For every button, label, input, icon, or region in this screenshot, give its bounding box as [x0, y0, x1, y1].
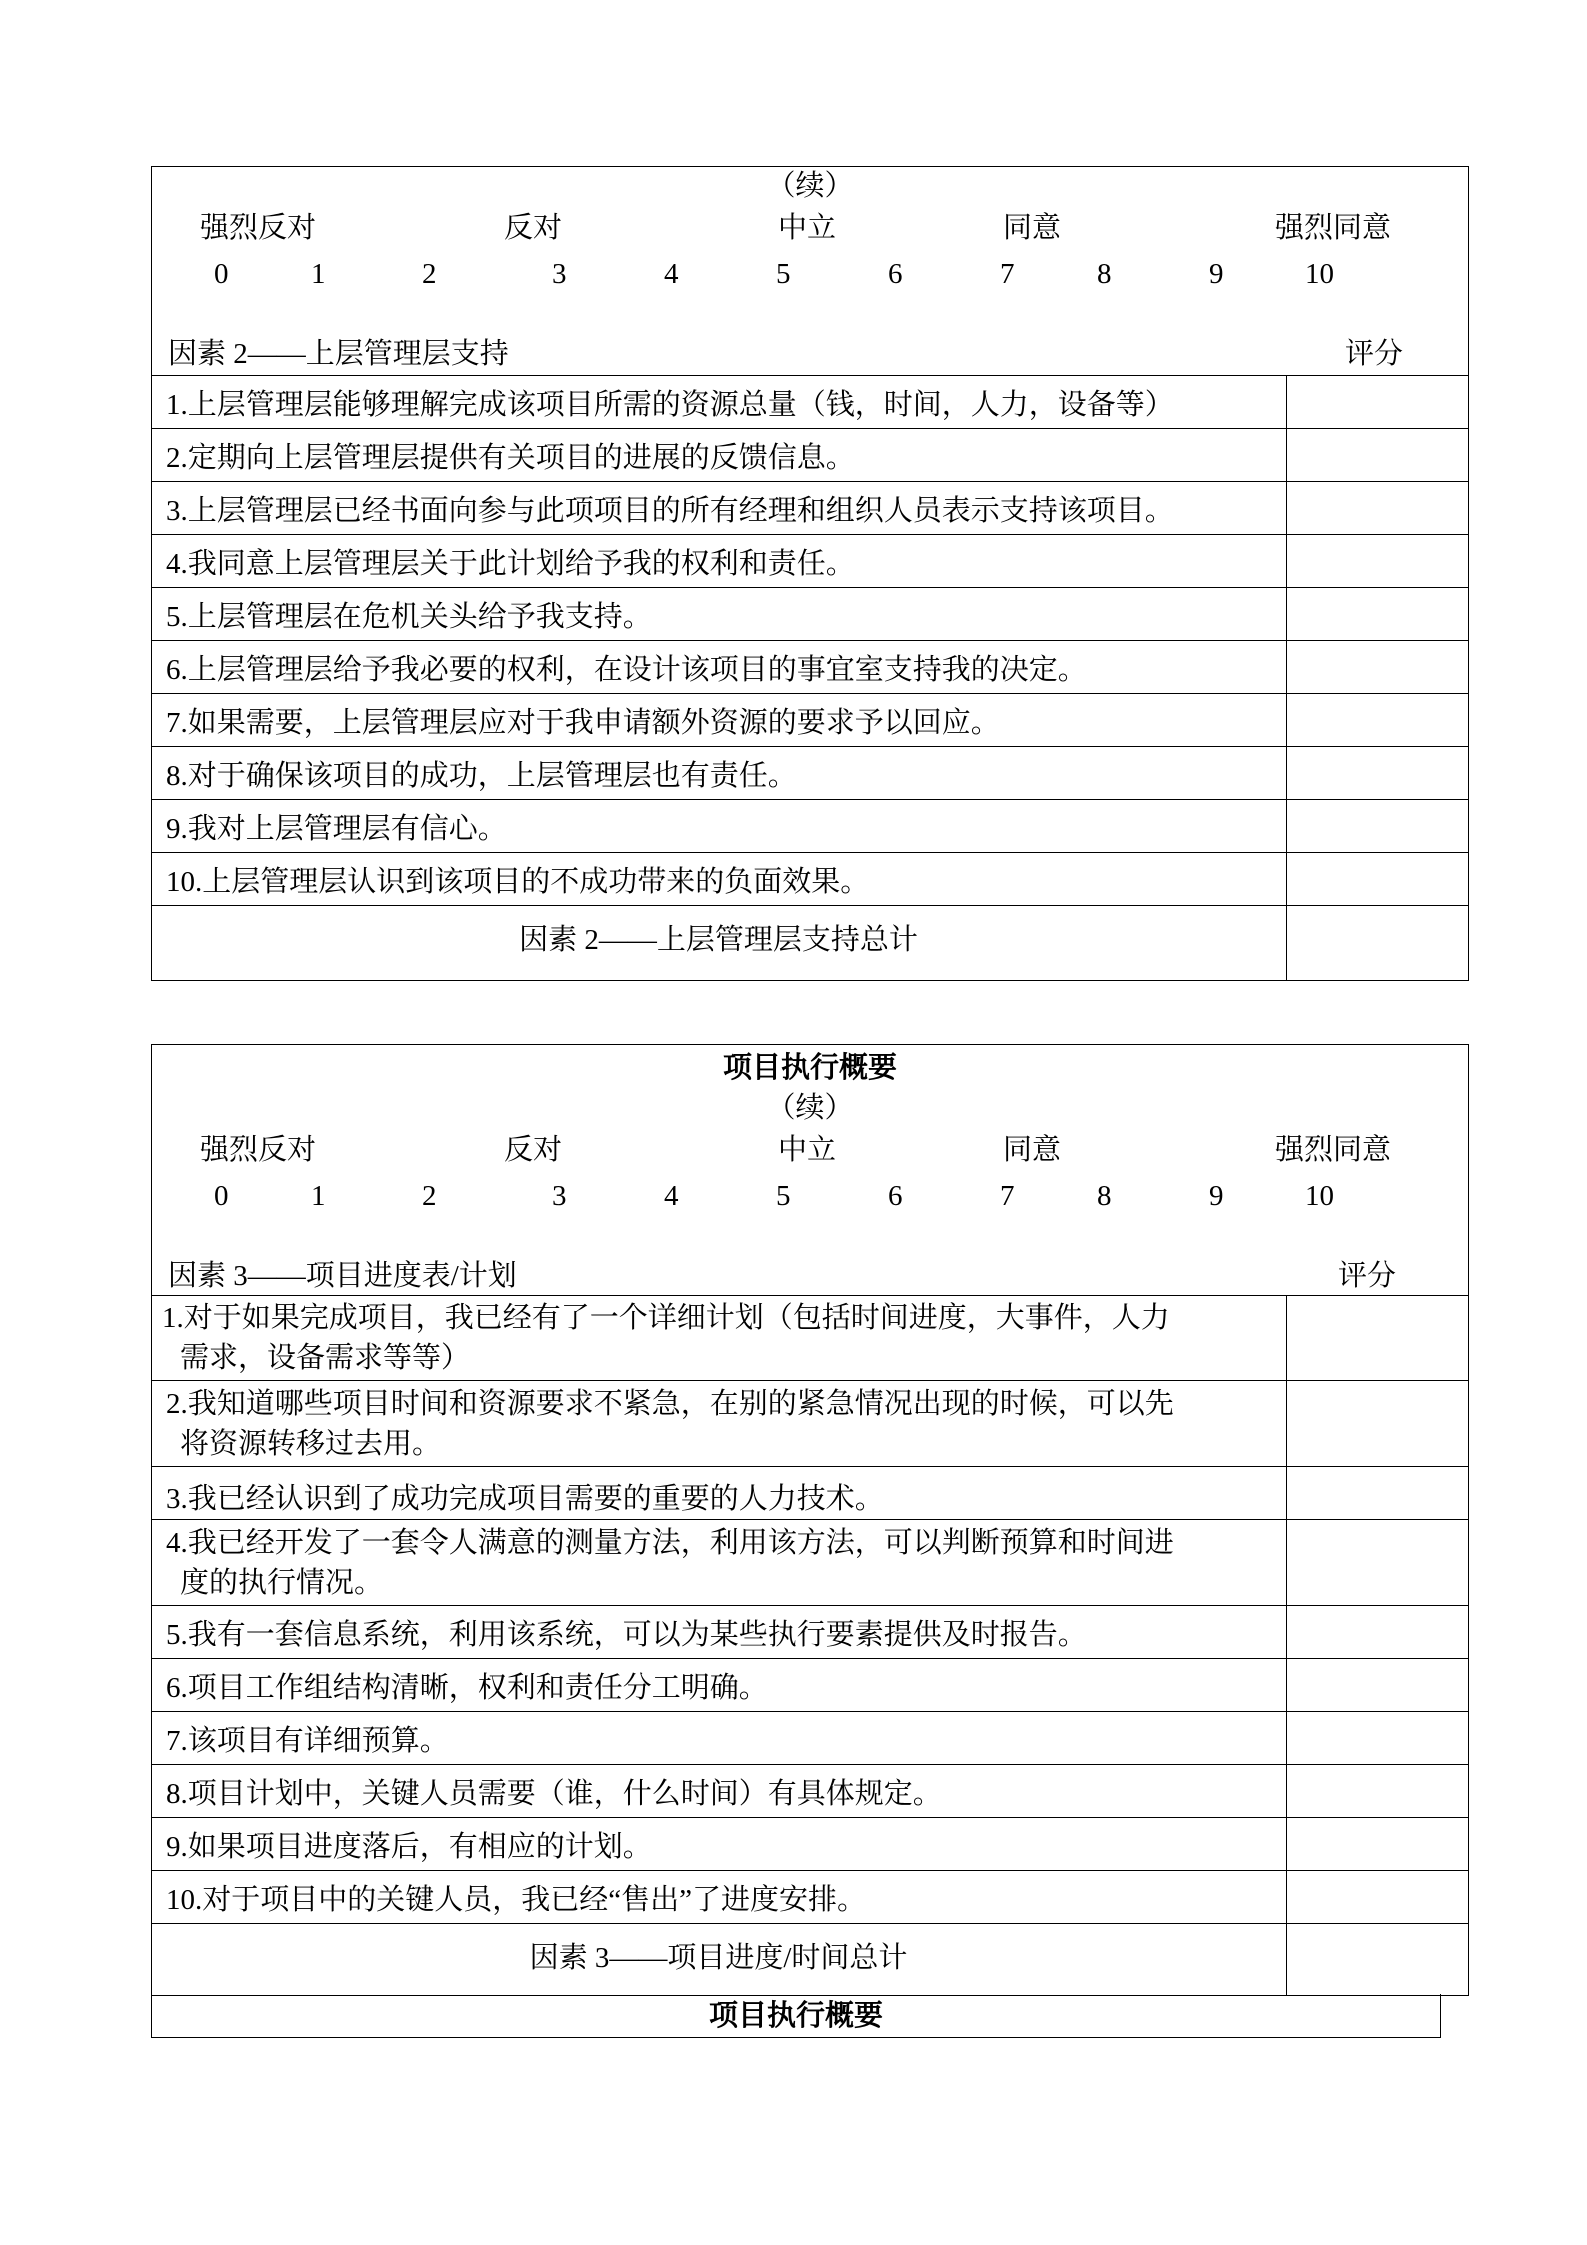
scale-number: 3: [552, 1180, 567, 1212]
scale-label-agree: 同意: [1003, 212, 1062, 244]
factor2-score-cell[interactable]: [1288, 642, 1467, 693]
scale-label-strongly-disagree: 强烈反对: [200, 1134, 317, 1166]
factor3-item: 5.我有一套信息系统，利用该系统，可以为某些执行要素提供及时报告。: [166, 1619, 1087, 1651]
scale-number: 7: [1000, 258, 1015, 290]
factor3-score-cell[interactable]: [1288, 1297, 1467, 1380]
factor3-title: 因素 3——项目进度表/计划: [168, 1260, 517, 1292]
factor3-item-cont: 度的执行情况。: [180, 1567, 384, 1599]
factor2-item: 8.对于确保该项目的成功，上层管理层也有责任。: [166, 760, 797, 792]
factor2-total-label: 因素 2——上层管理层支持总计: [519, 924, 918, 956]
scale-number: 6: [888, 1180, 903, 1212]
next-section-heading: 项目执行概要: [708, 2000, 883, 2032]
factor2-item: 2.定期向上层管理层提供有关项目的进展的反馈信息。: [166, 442, 855, 474]
factor2-item: 10.上层管理层认识到该项目的不成功带来的负面效果。: [166, 866, 870, 898]
factor2-score-cell[interactable]: [1288, 377, 1467, 428]
factor3-score-cell[interactable]: [1288, 1607, 1467, 1658]
scale-number: 10: [1305, 258, 1334, 290]
factor3-score-cell[interactable]: [1288, 1382, 1467, 1466]
factor2-score-cell[interactable]: [1288, 801, 1467, 852]
factor2-score-cell[interactable]: [1288, 536, 1467, 587]
factor2-item: 4.我同意上层管理层关于此计划给予我的权利和责任。: [166, 548, 855, 580]
scale-number: 5: [776, 1180, 791, 1212]
factor2-item: 1.上层管理层能够理解完成该项目所需的资源总量（钱，时间，人力，设备等）: [166, 389, 1174, 421]
factor3-score-cell[interactable]: [1288, 1819, 1467, 1870]
factor3-total-label: 因素 3——项目进度/时间总计: [529, 1942, 908, 1974]
factor2-item: 6.上层管理层给予我必要的权利，在设计该项目的事宜室支持我的决定。: [166, 654, 1087, 686]
continued-label: （续）: [766, 1092, 854, 1124]
factor2-item: 3.上层管理层已经书面向参与此项项目的所有经理和组织人员表示支持该项目。: [166, 495, 1174, 527]
continued-label: （续）: [766, 170, 854, 202]
factor2-title: 因素 2——上层管理层支持: [168, 338, 509, 370]
factor2-score-cell[interactable]: [1288, 854, 1467, 905]
factor2-item: 7.如果需要，上层管理层应对于我申请额外资源的要求予以回应。: [166, 707, 1000, 739]
factor3-score-cell[interactable]: [1288, 1468, 1467, 1519]
scale-label-strongly-agree: 强烈同意: [1275, 212, 1392, 244]
factor3-score-cell[interactable]: [1288, 1872, 1467, 1923]
scale-number: 7: [1000, 1180, 1015, 1212]
scale-number: 1: [311, 258, 326, 290]
factor2-total-cell[interactable]: [1288, 907, 1467, 979]
scale-number: 8: [1097, 1180, 1112, 1212]
scale-label-strongly-agree: 强烈同意: [1275, 1134, 1392, 1166]
factor3-item: 10.对于项目中的关键人员，我已经“售出”了进度安排。: [166, 1884, 866, 1916]
scale-number: 10: [1305, 1180, 1334, 1212]
factor3-score-cell[interactable]: [1288, 1713, 1467, 1764]
factor2-item: 9.我对上层管理层有信心。: [166, 813, 507, 845]
factor3-item: 6.项目工作组结构清晰，权利和责任分工明确。: [166, 1672, 768, 1704]
factor3-item: 9.如果项目进度落后，有相应的计划。: [166, 1831, 652, 1863]
factor3-score-cell[interactable]: [1288, 1521, 1467, 1605]
scale-number: 0: [214, 1180, 229, 1212]
factor2-score-cell[interactable]: [1288, 430, 1467, 481]
factor3-item: 4.我已经开发了一套令人满意的测量方法，利用该方法，可以判断预算和时间进: [166, 1527, 1174, 1559]
factor3-item-cont: 需求，设备需求等等）: [180, 1342, 471, 1374]
scale-number: 2: [422, 1180, 437, 1212]
scale-label-strongly-disagree: 强烈反对: [200, 212, 317, 244]
factor2-score-cell[interactable]: [1288, 695, 1467, 746]
score-header: 评分: [1338, 1260, 1397, 1292]
scale-number: 0: [214, 258, 229, 290]
factor3-score-cell[interactable]: [1288, 1766, 1467, 1817]
factor3-item-cont: 将资源转移过去用。: [180, 1428, 442, 1460]
scale-label-neutral: 中立: [778, 1134, 837, 1166]
scale-number: 4: [664, 258, 679, 290]
scale-label-disagree: 反对: [504, 212, 563, 244]
factor2-score-cell[interactable]: [1288, 589, 1467, 640]
scale-number: 2: [422, 258, 437, 290]
factor3-item: 8.项目计划中，关键人员需要（谁，什么时间）有具体规定。: [166, 1778, 942, 1810]
factor3-item: 7.该项目有详细预算。: [166, 1725, 449, 1757]
scale-number: 9: [1209, 258, 1224, 290]
score-header: 评分: [1345, 338, 1404, 370]
factor2-item: 5.上层管理层在危机关头给予我支持。: [166, 601, 652, 633]
factor3-score-cell[interactable]: [1288, 1660, 1467, 1711]
scale-label-neutral: 中立: [778, 212, 837, 244]
factor3-item: 1.对于如果完成项目，我已经有了一个详细计划（包括时间进度，大事件，人力: [162, 1302, 1170, 1334]
scale-number: 9: [1209, 1180, 1224, 1212]
factor3-item: 3.我已经认识到了成功完成项目需要的重要的人力技术。: [166, 1483, 884, 1515]
scale-number: 3: [552, 258, 567, 290]
factor3-total-cell[interactable]: [1288, 1925, 1467, 1995]
scale-label-agree: 同意: [1003, 1134, 1062, 1166]
scale-number: 4: [664, 1180, 679, 1212]
scale-label-disagree: 反对: [504, 1134, 563, 1166]
factor2-score-cell[interactable]: [1288, 748, 1467, 799]
scale-number: 1: [311, 1180, 326, 1212]
factor2-score-cell[interactable]: [1288, 483, 1467, 534]
factor3-item: 2.我知道哪些项目时间和资源要求不紧急，在别的紧急情况出现的时候，可以先: [166, 1388, 1174, 1420]
scale-number: 6: [888, 258, 903, 290]
scale-number: 8: [1097, 258, 1112, 290]
section-heading: 项目执行概要: [722, 1052, 897, 1084]
scale-number: 5: [776, 258, 791, 290]
